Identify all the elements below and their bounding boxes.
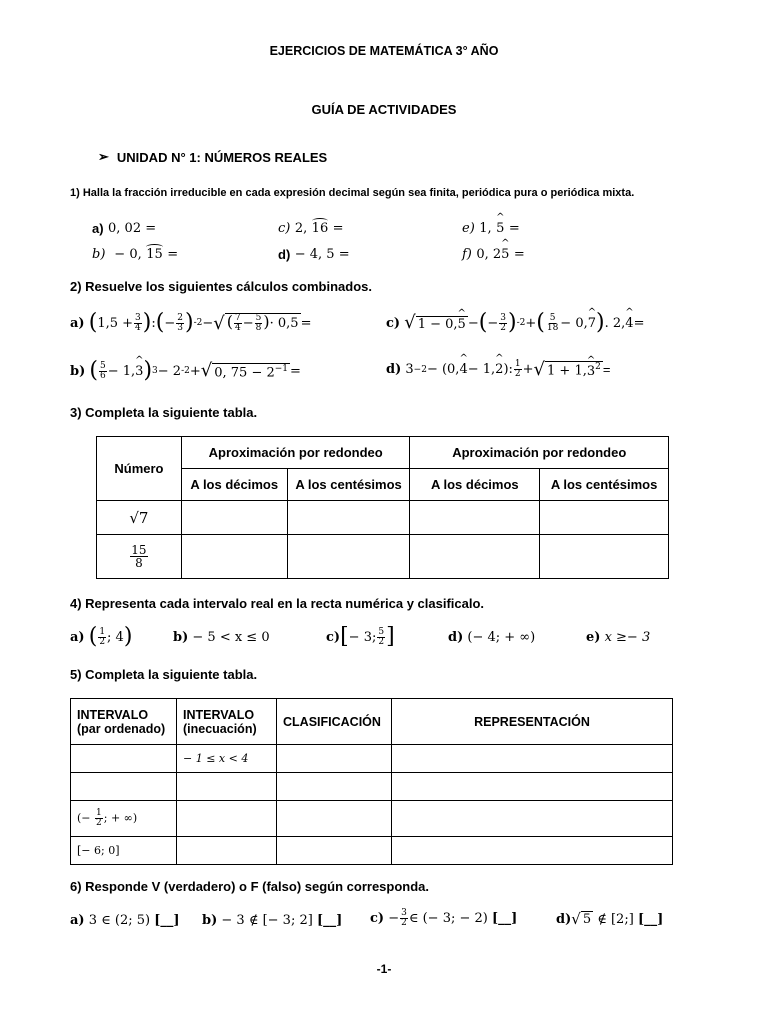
ex4-title: 4) Representa cada intervalo real en la recta numérica y clasificalo. — [70, 596, 485, 611]
answer-cell[interactable] — [181, 535, 287, 579]
col-classification-header: CLASIFICACIÓN — [277, 699, 392, 745]
row-number-fraction — [97, 535, 182, 579]
answer-blank[interactable]: [__] — [492, 911, 518, 926]
interval-table — [70, 698, 673, 865]
ex1-item-f — [462, 245, 525, 263]
ex6-item-c: c) − $\frac{3}{2}$ ∈ (− 3; − 2) [__] — [370, 908, 518, 928]
ex1-expr-c-int: 2, — [294, 220, 308, 236]
ex1-label-c: c) — [278, 220, 291, 236]
answer-cell[interactable] — [177, 801, 277, 837]
ex6-expr-d: ∉ [2;] — [597, 911, 634, 927]
answer-cell[interactable] — [177, 837, 277, 865]
interval-inequality: − 1 ≤ x < 4 — [177, 745, 277, 773]
answer-cell[interactable] — [410, 501, 540, 535]
ex6-item-a — [70, 913, 180, 928]
ex6-label-a: a) — [70, 913, 85, 928]
header-line: (inecuación) — [183, 721, 257, 736]
ex1-label-b: b) — [92, 246, 106, 262]
ex1-item-c — [278, 219, 344, 237]
answer-cell[interactable] — [392, 837, 673, 865]
answer-blank[interactable]: [__] — [637, 911, 664, 927]
answer-cell[interactable] — [177, 773, 277, 801]
ex4-expr-b: − 5 < x ≤ 0 — [192, 630, 270, 645]
ex1-item-d — [278, 245, 350, 263]
ex6-expr-b: − 3 ∉ [− 3; 2] — [221, 913, 313, 928]
ex4-item-a: a) ( $\frac{1}{2}$ ; 4 ) — [70, 624, 133, 649]
fraction-denominator: 8 — [135, 556, 143, 570]
table-row — [97, 501, 669, 535]
ex4-expr-d: (− 4; + ∞) — [467, 630, 536, 645]
group2-header: Aproximación por redondeo — [410, 437, 669, 469]
document-subtitle: GUÍA DE ACTIVIDADES — [311, 102, 457, 117]
ex3-title: 3) Completa la siguiente tabla. — [70, 405, 258, 420]
ex6-label-d: d) — [556, 911, 572, 927]
answer-blank[interactable]: [__] — [154, 913, 180, 928]
header-line: INTERVALO — [183, 707, 255, 722]
ex2-label-d: d) — [386, 362, 402, 377]
page-number: -1- — [376, 962, 392, 976]
ex1-expr-c-period: 16 — [311, 220, 329, 236]
ex4-label-c: c) — [326, 629, 341, 645]
decimos-header: A los décimos — [410, 469, 540, 501]
ex6-expr-c: ∈ (− 3; − 2) — [408, 911, 488, 926]
answer-cell[interactable] — [540, 535, 669, 579]
ex6-expr-a: 3 ∈ (2; 5) — [88, 913, 151, 928]
ex1-label-e: e) — [462, 220, 475, 236]
ex1-title: 1) Halla la fracción irreducible en cada expresión decimal según sea finita, periódica pura o periódica mixta. — [70, 187, 635, 199]
answer-cell[interactable] — [277, 773, 392, 801]
ex1-eq-c: = — [332, 220, 344, 236]
ex1-label-d: d) — [278, 246, 291, 262]
rounding-table — [96, 436, 669, 579]
ex4-label-e: e) — [586, 630, 601, 645]
answer-cell[interactable] — [277, 745, 392, 773]
decimos-header: A los décimos — [181, 469, 287, 501]
ex2-label-a: a) — [70, 315, 85, 331]
unit-heading — [98, 149, 327, 165]
ex1-expr-e-int: 1, — [479, 220, 492, 236]
answer-cell[interactable] — [410, 535, 540, 579]
col-interval-pair-header — [71, 699, 177, 745]
table-row — [71, 801, 673, 837]
ex4-label-d: d) — [448, 630, 464, 645]
answer-cell[interactable] — [181, 501, 287, 535]
ex4-item-c: c) [ − 3; $\frac{5}{2}$ ] — [326, 624, 395, 649]
ex2-title: 2) Resuelve los siguientes cálculos combinados. — [70, 279, 372, 294]
ex4-label-a: a) — [70, 629, 85, 645]
answer-cell[interactable] — [392, 773, 673, 801]
interval-pair: [− 6; 0] — [71, 837, 177, 865]
ex1-expr-f-int: 0, 2 — [476, 246, 502, 262]
ex2-label-b: b) — [70, 363, 86, 379]
fraction-numerator: 15 — [131, 543, 147, 557]
table-row — [71, 745, 673, 773]
answer-cell[interactable] — [392, 745, 673, 773]
ex1-item-a — [92, 219, 156, 237]
col-interval-ineq-header — [177, 699, 277, 745]
row-number-sqrt7: √7 — [97, 501, 182, 535]
interval-pair: (− $\frac{1}{2}$ ; + ∞) — [71, 801, 177, 837]
ex6-item-d: d) √ 5 ∉ [2;] [__] — [556, 910, 664, 928]
ex1-expr-f-period: ^ 5 — [501, 247, 509, 262]
centesimos-header: A los centésimos — [287, 469, 410, 501]
ex6-title: 6) Responde V (verdadero) o F (falso) según corresponda. — [70, 879, 430, 894]
ex1-expr-e-period: ^ 5 — [496, 221, 504, 236]
ex4-expr-e: x ≥− 3 — [604, 630, 651, 645]
centesimos-header: A los centésimos — [540, 469, 669, 501]
answer-cell[interactable] — [287, 535, 410, 579]
col-representation-header: REPRESENTACIÓN — [392, 699, 673, 745]
ex4-label-b: b) — [173, 630, 189, 645]
ex1-label-f: f) — [462, 246, 472, 262]
ex4-item-e — [586, 630, 650, 645]
ex1-eq-f: = — [513, 246, 525, 262]
ex1-expr-b-period: 15 — [146, 246, 163, 262]
table-row — [71, 773, 673, 801]
answer-cell[interactable] — [392, 801, 673, 837]
ex2-expr-a: a) ( 1,5 + $\frac{3}{4}$ ) : ( − $\frac{2}{3}$ ) -2 − √ ( $\frac{7}{4}$ − $\frac{5}{8}$ )· 0,5 = — [70, 310, 312, 335]
ex5-title: 5) Completa la siguiente tabla. — [70, 667, 258, 682]
ex2-label-c: c) — [386, 315, 401, 331]
ex1-item-e — [462, 219, 520, 237]
ex2-expr-d: d) 3 −2 − (0, ^ 4 − 1, ^ 2 ): $\frac{1}{2}$ + √ 1 + 1,^ $3^2$ = — [386, 360, 610, 379]
answer-blank[interactable]: [__] — [316, 913, 343, 928]
header-line: INTERVALO — [77, 707, 149, 722]
ex4-item-b — [173, 630, 270, 645]
table-row — [97, 535, 669, 579]
ex2-expr-c: c) √ 1 − 0,^ 5 − ( − $\frac{3}{2}$ ) -2 + ( $\frac{5}{18}$ − 0, ^ 7 ) . 2, ^ 4 = — [386, 312, 644, 334]
ex4-item-d — [448, 630, 535, 645]
answer-cell[interactable] — [71, 773, 177, 801]
answer-cell[interactable] — [277, 837, 392, 865]
group1-header: Aproximación por redondeo — [181, 437, 410, 469]
ex6-label-c: c) — [370, 911, 385, 926]
answer-cell[interactable] — [277, 801, 392, 837]
col-numero-header: Número — [97, 437, 182, 501]
ex1-item-b — [92, 245, 178, 263]
ex2-expr-b: b) ( $\frac{5}{6}$ − 1, ^ 3 ) 3 − 2 -2 + √ 0, $75 - 2^{-1}$ = — [70, 360, 301, 382]
arrow-bullet-icon: ➢ — [98, 149, 109, 164]
document-title: EJERCICIOS DE MATEMÁTICA 3° AÑO — [269, 44, 499, 58]
ex1-expr-a: 0, 02 = — [108, 220, 157, 236]
header-line: (par ordenado) — [77, 721, 166, 736]
answer-cell[interactable] — [540, 501, 669, 535]
answer-cell[interactable] — [71, 745, 177, 773]
ex1-expr-b-int: − 0, — [114, 246, 142, 262]
ex1-eq-e: = — [508, 220, 520, 236]
ex6-label-b: b) — [202, 913, 218, 928]
ex1-eq-b: = — [167, 246, 179, 262]
ex6-item-b — [202, 913, 342, 928]
unit-title: UNIDAD N° 1: NÚMEROS REALES — [116, 149, 328, 165]
ex1-label-a: a) — [92, 220, 104, 236]
ex1-expr-d: − 4, 5 = — [294, 246, 350, 262]
answer-cell[interactable] — [287, 501, 410, 535]
table-row — [71, 837, 673, 865]
